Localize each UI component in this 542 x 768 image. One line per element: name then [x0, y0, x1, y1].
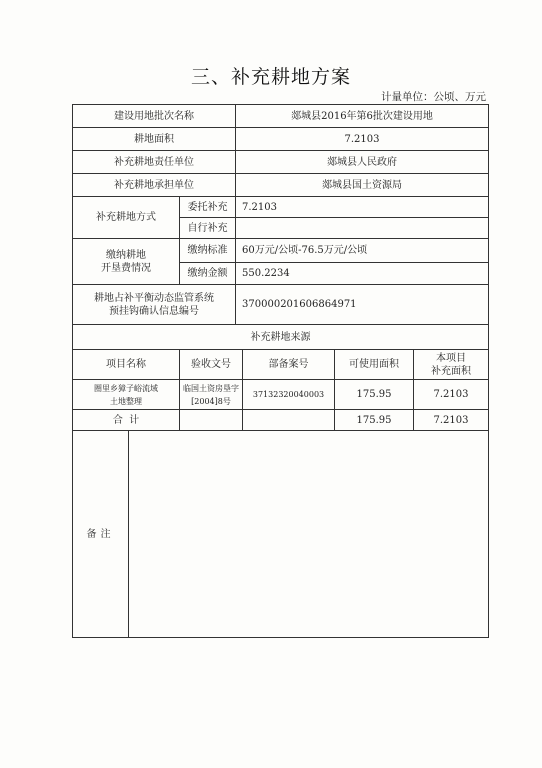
monitor-label: [73, 285, 236, 325]
monitor-value: 370000201606864971: [236, 285, 489, 325]
notes-label: 备注: [73, 431, 129, 638]
row-monitor: [73, 285, 489, 325]
col-supplement-area-line2: 补充面积: [431, 365, 472, 377]
fee-amount-label: 缴纳金额: [180, 263, 236, 285]
supplementary-farmland-table: [72, 104, 489, 638]
fee-standard-label: 缴纳标准: [180, 239, 236, 263]
col-record-no: 部备案号: [243, 350, 335, 380]
project-name-label: 建设用地批次名称: [73, 105, 236, 128]
total-usable-area: 175.95: [335, 410, 414, 431]
fee-standard-value: 60万元/公顷-76.5万元/公顷: [236, 239, 489, 263]
source-project-name-line2: 土地整理: [110, 396, 142, 406]
row-notes: [73, 431, 489, 638]
source-project-name: [73, 380, 180, 410]
total-empty-2: [243, 410, 335, 431]
row-undertaker: [73, 174, 489, 197]
source-usable-area: 175.95: [335, 380, 414, 410]
monitor-label-line2: 预挂钩确认信息编号: [109, 305, 199, 317]
undertaker-value: 郯城县国土资源局: [236, 174, 489, 197]
row-responsible: [73, 151, 489, 174]
source-record-no: 37132320040003: [243, 380, 335, 410]
area-label: 耕地面积: [73, 128, 236, 151]
source-project-name-line1: 圈里乡獐子峪流域: [94, 383, 158, 393]
entrusted-value: 7.2103: [236, 197, 489, 218]
col-project-name: 项目名称: [73, 350, 180, 380]
responsible-value: 郯城县人民政府: [236, 151, 489, 174]
row-source-header: [73, 325, 489, 350]
source-supplement-area: 7.2103: [414, 380, 489, 410]
fee-label-line2: 开垦费情况: [101, 262, 151, 274]
total-row: [73, 410, 489, 431]
area-value: 7.2103: [236, 128, 489, 151]
unit-note: 计量单位：公顷、万元: [381, 91, 486, 103]
self-label: 自行补充: [180, 218, 236, 239]
monitor-label-line1: 耕地占补平衡动态监管系统: [94, 292, 214, 304]
col-supplement-area: [414, 350, 489, 380]
total-supplement-area: 7.2103: [414, 410, 489, 431]
col-acceptance-no: 验收文号: [180, 350, 243, 380]
source-acceptance-line1: 临国土资房垦字: [183, 383, 239, 393]
row-entrusted: [73, 197, 489, 218]
notes-value: [129, 431, 489, 638]
total-label: 合 计: [73, 410, 180, 431]
responsible-label: 补充耕地责任单位: [73, 151, 236, 174]
fee-amount-value: 550.2234: [236, 263, 489, 285]
self-value: [236, 218, 489, 239]
entrusted-label: 委托补充: [180, 197, 236, 218]
source-header: 补充耕地来源: [73, 325, 489, 350]
table-row: [73, 380, 489, 410]
total-empty-1: [180, 410, 243, 431]
col-usable-area: 可使用面积: [335, 350, 414, 380]
source-acceptance-line2: [2004]8号: [191, 396, 231, 406]
page-title: 三、补充耕地方案: [190, 66, 351, 88]
row-area: [73, 128, 489, 151]
row-project-name: [73, 105, 489, 128]
fee-label: [73, 239, 180, 285]
col-supplement-area-line1: 本项目: [436, 352, 467, 364]
row-fee-standard: [73, 239, 489, 263]
method-label: 补充耕地方式: [73, 197, 180, 239]
source-acceptance-no: [180, 380, 243, 410]
fee-label-line1: 缴纳耕地: [106, 249, 146, 261]
project-name-value: 郯城县2016年第6批次建设用地: [236, 105, 489, 128]
source-table-header: [73, 350, 489, 380]
undertaker-label: 补充耕地承担单位: [73, 174, 236, 197]
